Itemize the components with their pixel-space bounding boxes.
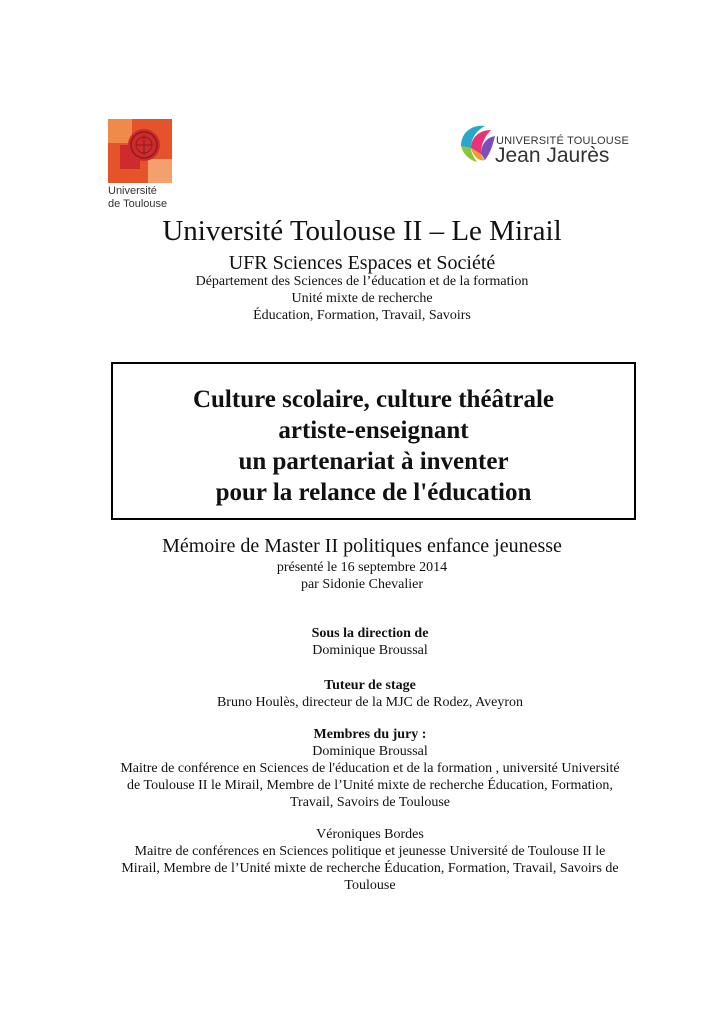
thesis-title-line-4: pour la relance de l'éducation — [215, 479, 532, 506]
thesis-title-line-1: Culture scolaire, culture théâtrale — [192, 386, 555, 413]
jean-jaures-swirl-icon — [455, 120, 497, 166]
universite-jean-jaures-logo — [455, 120, 645, 170]
jury-member-1-line-3: Travail, Savoirs de Toulouse — [289, 795, 450, 810]
tuteur-section — [100, 677, 640, 711]
research-unit-name: Éducation, Formation, Travail, Savoirs — [253, 308, 471, 323]
presentation-date: présenté le 16 septembre 2014 — [276, 560, 448, 575]
jury-member-1-name: Dominique Broussal — [312, 744, 428, 759]
universite-de-toulouse-logo — [106, 114, 174, 212]
university-seal-icon — [108, 119, 172, 183]
research-unit-label: Unité mixte de recherche — [291, 291, 433, 306]
jean-jaures-logo-main-text: Jean Jaurès — [495, 144, 610, 167]
thesis-title-box — [111, 362, 636, 520]
jury-heading: Membres du jury : — [313, 727, 427, 742]
tuteur-heading: Tuteur de stage — [324, 678, 416, 693]
jean-jaures-logo-top-text: UNIVERSITÉ TOULOUSE — [496, 135, 629, 147]
thesis-title-line-3: un partenariat à inventer — [238, 448, 509, 475]
department-name: Département des Sciences de l’éducation et de la formation — [195, 274, 529, 289]
universite-de-toulouse-logo-text: Université de Toulouse — [108, 185, 168, 210]
thesis-title-line-2: artiste-enseignant — [278, 417, 469, 444]
author-name: par Sidonie Chevalier — [300, 577, 424, 592]
thesis-title — [113, 384, 634, 508]
jury-member-2-line-2: Mirail, Membre de l’Unité mixte de recherche Éducation, Formation, Travail, Savoirs de — [121, 861, 619, 876]
memoire-label: Mémoire de Master II politiques enfance jeunesse — [162, 535, 562, 557]
jury-member-1-line-1: Maitre de conférence en Sciences de l'éducation et de la formation , université Université — [120, 761, 620, 776]
jury-member-2-line-3: Toulouse — [344, 878, 396, 893]
ufr-name: UFR Sciences Espaces et Société — [228, 252, 496, 274]
direction-heading: Sous la direction de — [311, 626, 429, 641]
jury-member-2-section — [100, 826, 640, 894]
jury-member-1-line-2: de Toulouse II le Mirail, Membre de l’Unité mixte de recherche Éducation, Formation, — [127, 778, 613, 793]
director-name: Dominique Broussal — [312, 643, 428, 658]
jury-member-2-line-1: Maitre de conférences en Sciences politique et jeunesse Université de Toulouse II le — [134, 844, 606, 859]
jury-section — [100, 726, 640, 811]
jury-member-2-name: Véroniques Bordes — [316, 827, 424, 842]
university-title: Université Toulouse II – Le Mirail — [162, 215, 562, 247]
direction-section — [100, 625, 640, 659]
tuteur-name: Bruno Houlès, directeur de la MJC de Rodez, Aveyron — [216, 695, 524, 710]
